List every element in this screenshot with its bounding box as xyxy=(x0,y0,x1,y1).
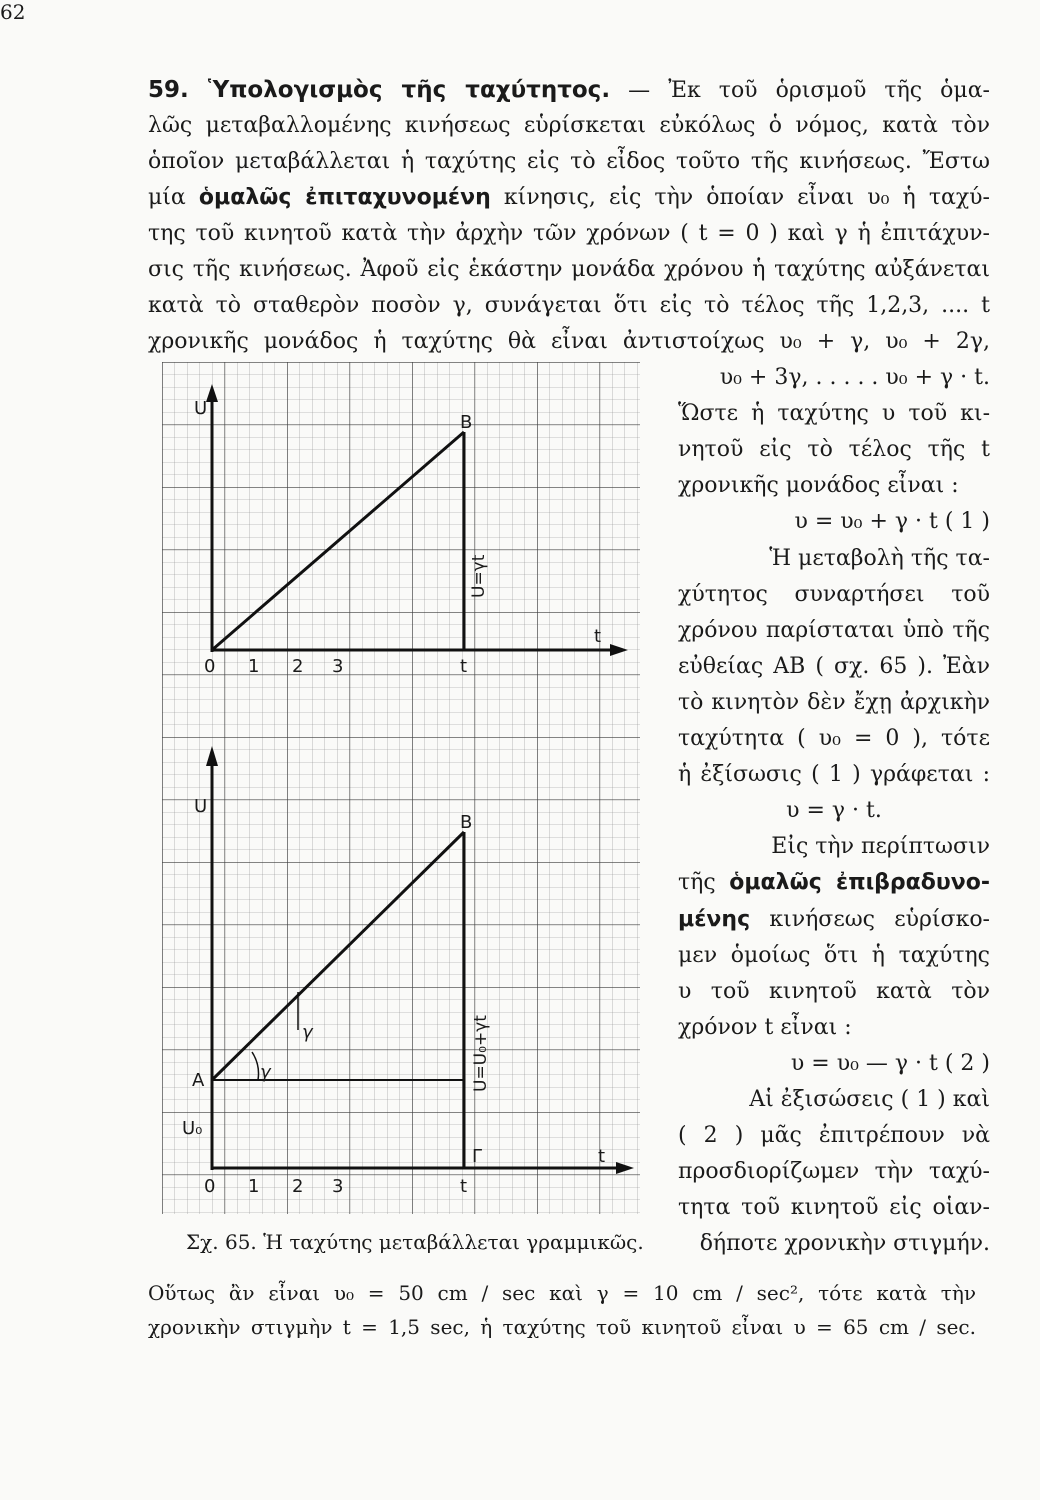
right-text-line-19 xyxy=(678,1010,990,1046)
right-text-line-14 xyxy=(678,829,990,865)
top-tick-2: 2 xyxy=(292,656,304,677)
angle-label-gamma-2: γ xyxy=(302,1022,313,1043)
right-text-line-13 xyxy=(678,793,990,829)
top-y-label: U xyxy=(194,398,208,419)
text-span: τητα τοῦ κινητοῦ εἰς οἱαν- xyxy=(678,1195,990,1221)
bottom-point-b: B xyxy=(460,812,473,833)
bottom-tick-2: 2 xyxy=(292,1176,304,1197)
right-text-line-3 xyxy=(678,432,990,468)
right-text-line-25 xyxy=(678,1226,990,1262)
page-number: 62 xyxy=(0,0,26,24)
text-span: της τοῦ κινητοῦ κατὰ τὴν ἀρχὴν τῶν χρόνων ( t = 0 ) καὶ γ ἡ ἐπιτάχυν- xyxy=(148,221,990,246)
bottom-origin-label: 0 xyxy=(204,1176,216,1197)
right-text-line-9 xyxy=(678,649,990,685)
bottom-point-g: Γ xyxy=(472,1146,483,1167)
right-text-line-16 xyxy=(678,902,990,938)
right-text-line-4 xyxy=(678,468,990,504)
top-t-label: t xyxy=(460,656,468,677)
angle-label-gamma-1: γ xyxy=(260,1062,271,1083)
top-origin-label: 0 xyxy=(204,656,216,677)
right-text-line-21 xyxy=(678,1082,990,1118)
right-text-line-24 xyxy=(678,1190,990,1226)
text-span: δήποτε χρονικὴν στιγμήν. xyxy=(699,1231,990,1257)
text-span: υ = υ₀ + γ · t ( 1 ) xyxy=(794,509,990,535)
text-span: χρονικῆς μονάδος ἡ ταχύτης θὰ εἶναι ἀντιστοίχως υ₀ + γ, υ₀ + 2γ, xyxy=(148,329,990,354)
bottom-t-label: t xyxy=(460,1176,468,1197)
top-tick-3: 3 xyxy=(332,656,344,677)
text-line-1 xyxy=(148,72,990,108)
right-text-line-15 xyxy=(678,865,990,901)
right-text-line-17 xyxy=(678,938,990,974)
text-span: Ὥστε ἡ ταχύτης υ τοῦ κι- xyxy=(678,401,990,427)
top-point-b: B xyxy=(460,412,473,433)
top-x-label: t xyxy=(594,626,602,647)
text-span: ἡ ἐξίσωσις ( 1 ) γράφεται : xyxy=(678,762,990,788)
right-text-line-12 xyxy=(678,757,990,793)
right-text-line-8 xyxy=(678,613,990,649)
text-span: τῆς xyxy=(678,870,730,896)
text-span: σις τῆς κινήσεως. Ἀφοῦ εἰς ἑκάστην μονάδα χρόνου ἡ ταχύτης αὐξάνεται xyxy=(148,257,990,282)
bottom-u0-label: U₀ xyxy=(182,1118,203,1139)
text-span: ταχύτητα ( υ₀ = 0 ), τότε xyxy=(678,726,990,751)
text-line-2 xyxy=(148,108,990,144)
top-segment-label: U=γt xyxy=(469,554,489,598)
text-span: υ₀ + 3γ, . . . . . υ₀ + γ · t. xyxy=(719,365,990,390)
text-span: υ = γ · t. xyxy=(786,798,882,824)
figure-caption: Σχ. 65. Ἡ ταχύτης μεταβάλλεται γραμμικῶς. xyxy=(186,1230,644,1254)
text-span: μία xyxy=(148,185,199,210)
text-span: χρόνον t εἶναι : xyxy=(678,1014,852,1040)
text-span: μεν ὁμοίως ὅτι ἡ ταχύτης xyxy=(678,942,990,968)
bottom-tick-3: 3 xyxy=(332,1176,344,1197)
figure-65 xyxy=(162,362,640,1214)
text-line-6 xyxy=(148,252,990,288)
bottom-x-label: t xyxy=(598,1146,606,1167)
text-span: Αἱ ἐξισώσεις ( 1 ) καὶ xyxy=(749,1087,990,1112)
text-span: χρόνου παρίσταται ὑπὸ τῆς xyxy=(678,617,990,643)
right-text-line-11 xyxy=(678,721,990,757)
text-span: προσδιορίζωμεν τὴν ταχύ- xyxy=(678,1159,990,1185)
text-span: λῶς μεταβαλλομένης κινήσεως εὑρίσκεται εὐκόλως ὁ νόμος, κατὰ τὸν xyxy=(148,113,990,138)
right-text-line-5 xyxy=(678,504,990,540)
right-text-line-23 xyxy=(678,1154,990,1190)
text-span: κίνησις, εἰς τὴν ὁποίαν εἶναι υ₀ ἡ ταχύ- xyxy=(490,185,990,210)
right-text-line-1 xyxy=(678,360,990,396)
footer-line-1: Οὕτως ἂν εἶναι υ₀ = 50 cm / sec καὶ γ = 10 cm / sec², τότε κατὰ τὴν xyxy=(148,1281,976,1305)
text-span: εὐθείας ΑΒ ( σχ. 65 ). Ἐὰν xyxy=(678,653,990,679)
bold-term: ὁμαλῶς ἐπιβραδυνο- xyxy=(729,870,990,896)
right-text-line-22 xyxy=(678,1118,990,1154)
text-span: χύτητος συναρτήσει τοῦ xyxy=(678,581,990,607)
text-line-8 xyxy=(148,324,990,360)
right-text-line-6 xyxy=(678,541,990,577)
text-span: νητοῦ εἰς τὸ τέλος τῆς t xyxy=(678,437,990,463)
text-span: Ἡ μεταβολὴ τῆς τα- xyxy=(769,545,990,571)
text-line-5 xyxy=(148,216,990,252)
text-span: χρονικῆς μονάδος εἶναι : xyxy=(678,473,959,499)
text-line-3 xyxy=(148,144,990,180)
text-span: υ τοῦ κινητοῦ κατὰ τὸν xyxy=(678,978,990,1004)
top-tick-1: 1 xyxy=(248,656,260,677)
bold-term: μένης xyxy=(678,906,751,932)
text-span: κατὰ τὸ σταθερὸν ποσὸν γ, συνάγεται ὅτι εἰς τὸ τέλος τῆς 1,2,3, .... t xyxy=(148,293,990,318)
graph-paper-grid xyxy=(162,362,640,1214)
right-text-line-10 xyxy=(678,685,990,721)
text-span: ὁποῖον μεταβάλλεται ἡ ταχύτης εἰς τὸ εἶδος τοῦτο τῆς κινήσεως. Ἔστω xyxy=(148,149,990,174)
bottom-y-label: U xyxy=(194,796,208,817)
right-text-line-7 xyxy=(678,577,990,613)
bottom-point-a: A xyxy=(192,1070,205,1091)
right-text-line-20 xyxy=(678,1046,990,1082)
section-heading: 59. Ὑπολογισμὸς τῆς ταχύτητος. xyxy=(148,77,611,103)
text-span: υ = υ₀ — γ · t ( 2 ) xyxy=(790,1050,990,1076)
text-span: κινήσεως εὑρίσκο- xyxy=(750,906,990,932)
text-span: Εἰς τὴν περίπτωσιν xyxy=(771,834,990,860)
right-text-line-18 xyxy=(678,974,990,1010)
text-line-7 xyxy=(148,288,990,324)
text-span: τὸ κινητὸν δὲν ἔχῃ ἀρχικὴν xyxy=(678,689,990,715)
right-text-line-2 xyxy=(678,396,990,432)
bottom-tick-1: 1 xyxy=(248,1176,260,1197)
text-span: ( 2 ) μᾶς ἐπιτρέπουν νὰ xyxy=(678,1123,990,1149)
text-span: — Ἐκ τοῦ ὁρισμοῦ τῆς ὁμα- xyxy=(610,78,990,103)
bold-term: ὁμαλῶς ἐπιταχυνομένη xyxy=(198,185,491,210)
text-line-4 xyxy=(148,180,990,216)
footer-line-2: χρονικὴν στιγμὴν t = 1,5 sec, ἡ ταχύτης τοῦ κινητοῦ εἶναι υ = 65 cm / sec. xyxy=(148,1315,976,1339)
bottom-segment-label: U=U₀+γt xyxy=(471,1015,491,1092)
